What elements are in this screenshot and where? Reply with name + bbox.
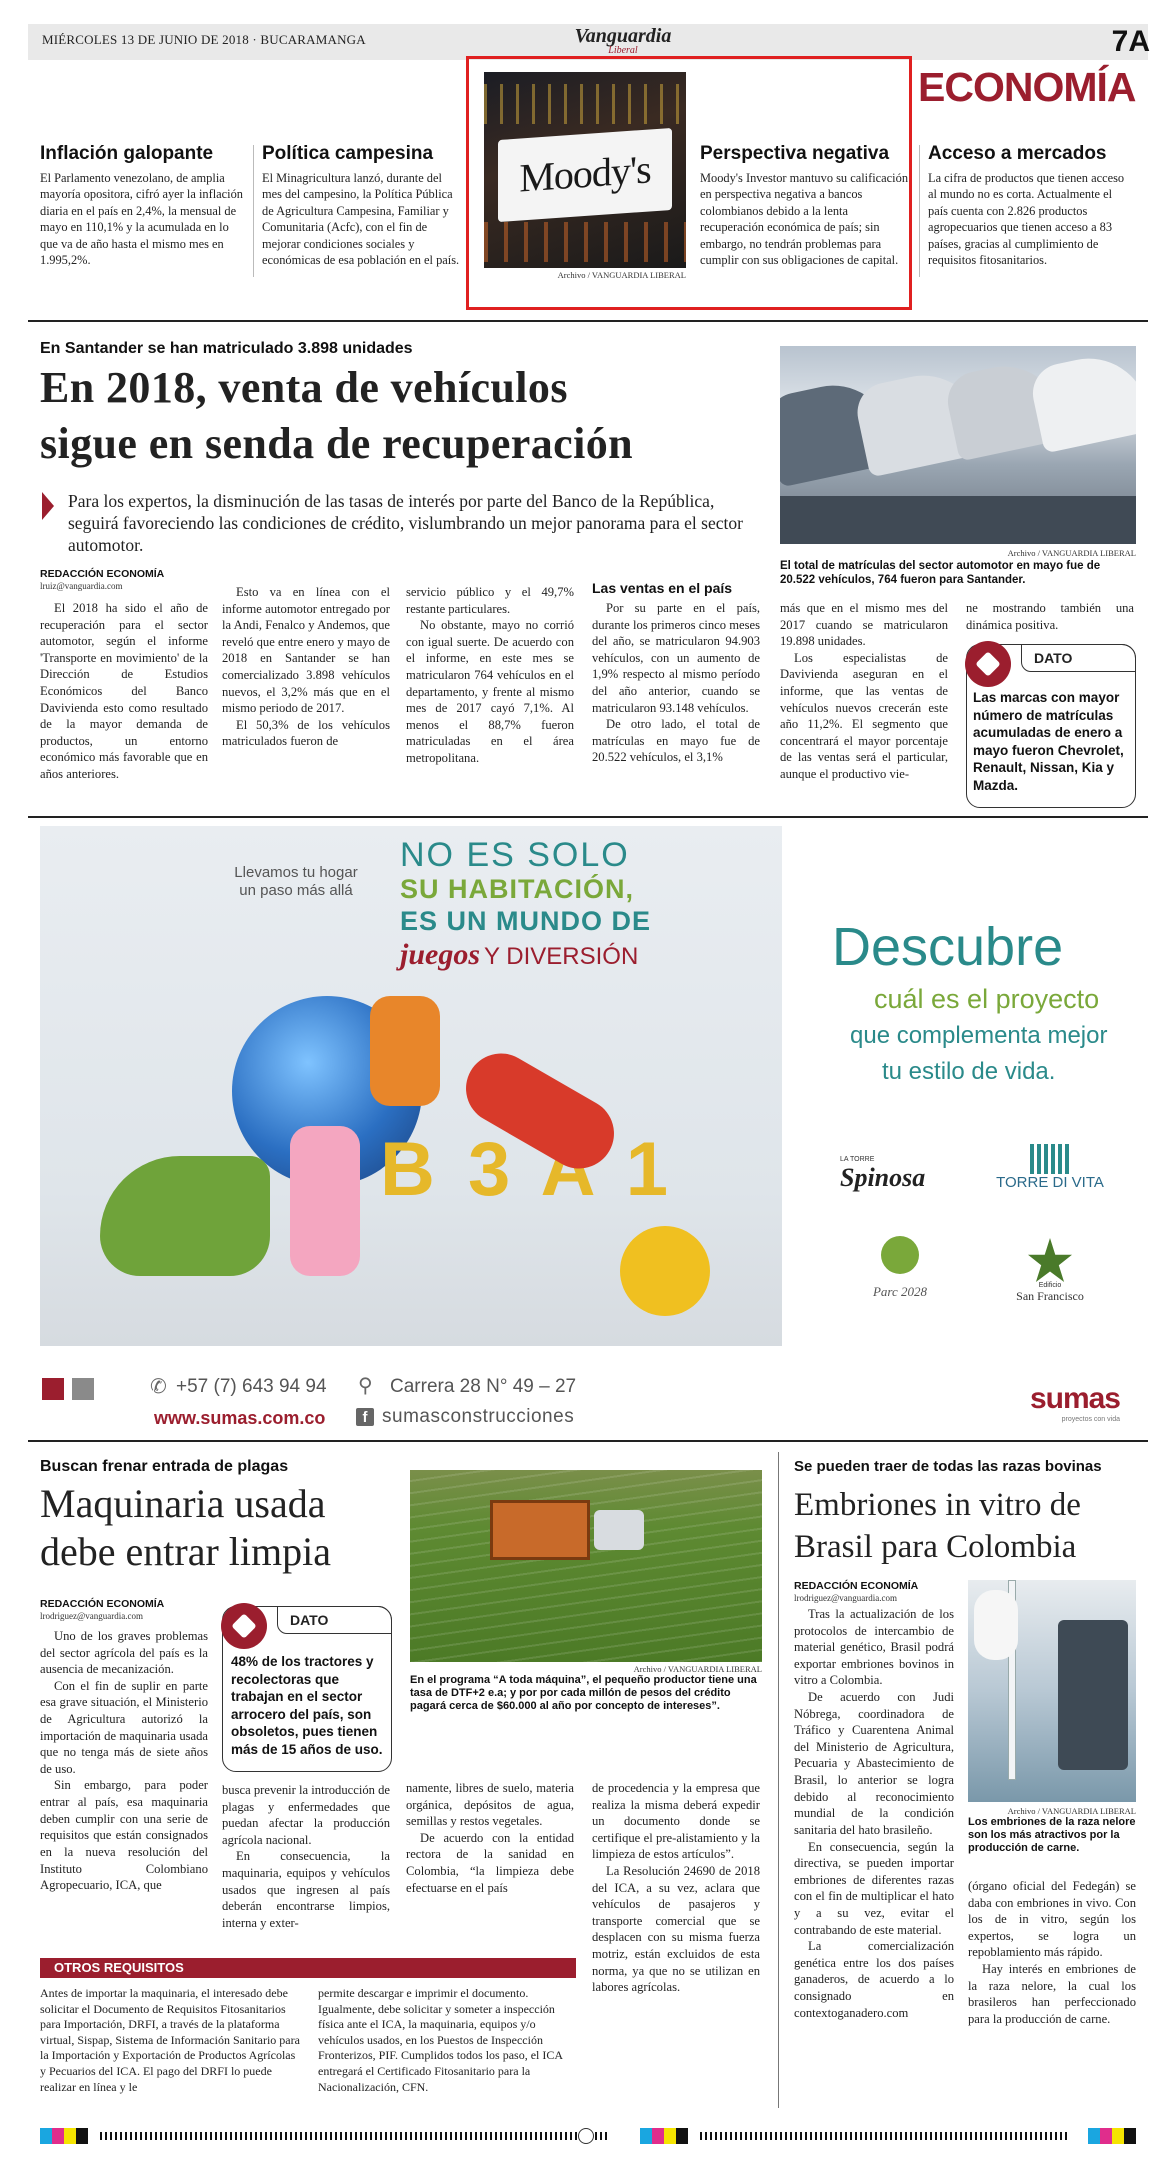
tractor-vehicle [594, 1510, 644, 1550]
brief-body-4: La cifra de productos que tienen acceso al mundo no es corta. Actualmente el país cuenta con 2.826 productos agropecuarios que tienen acceso a 83 países, gracias al cumplimiento de requisitos fitosanitarios. [928, 171, 1125, 267]
article1-col6: ne mostrando también una dinámica positiva. [966, 601, 1134, 632]
dato-badge-icon [965, 641, 1011, 687]
ad-descubre-4: tu estilo de vida. [882, 1058, 1056, 1085]
logo-spinosa: LA TORRE Spinosa [840, 1156, 926, 1192]
ad-square-red [42, 1378, 64, 1400]
article1-byline: REDACCIÓN ECONOMÍA [40, 568, 165, 580]
section-title: ECONOMÍA [918, 64, 1136, 110]
ad-square-gray [72, 1378, 94, 1400]
date-line: MIÉRCOLES 13 DE JUNIO DE 2018 · BUCARAMANGA [42, 32, 366, 47]
ad-image-panel [40, 826, 782, 1346]
tractor-photo [410, 1470, 762, 1662]
article3-kicker: Se pueden traer de todas las razas bovinas [794, 1458, 1102, 1475]
moodys-logo: Moody's [519, 146, 651, 201]
article3-col2: (órgano oficial del Fedegán) se daba con embriones in vivo. Con los de in vitro, según los expertos, se logra un repoblamiento más rápido. Hay interés en embriones de la raza nelore, la cual los brasileros han perfeccionado para la producción de carne. [968, 1879, 1136, 2026]
article1-email: lruiz@vanguardia.com [40, 581, 123, 591]
logo-parc: Parc 2028 [850, 1236, 950, 1300]
masthead-logo: Vanguardia Liberal [574, 25, 672, 56]
ad-phone: +57 (7) 643 94 94 [176, 1376, 327, 1397]
article2-byline: REDACCIÓN ECONOMÍA [40, 1598, 165, 1610]
logo-torre-di-vita: TORRE DI VITA [990, 1144, 1110, 1191]
article3-byline: REDACCIÓN ECONOMÍA [794, 1580, 919, 1592]
tractor-photo-credit: Archivo / VANGUARDIA LIBERAL [633, 1664, 762, 1674]
page-number: 7A [1111, 25, 1150, 58]
glove-hand [974, 1590, 1018, 1660]
tractor-trailer [490, 1500, 590, 1560]
brief-title-4: Acceso a mercados [928, 143, 1107, 164]
ad-address: Carrera 28 N° 49 – 27 [390, 1376, 577, 1397]
cars-photo-credit: Archivo / VANGUARDIA LIBERAL [1007, 548, 1136, 558]
article1-col3: servicio público y el 49,7% restante particulares. No obstante, mayo no corrió con igual suerte. De acuerdo con el informe, en este mes se matricularon 764 vehículos en el departamento, y frente al mismo mes de 2017 cayó 7,1%. Al menos el 88,7% fueron matriculadas en el área metropolitana. [406, 585, 574, 766]
otros-requisitos-col2: permite descargar e imprimir el documento. Igualmente, debe solicitar y someter a inspección física ante el ICA, la maquinaria, equipos y/o vehículos usados, en los Puestos de Inspección Fronterizos, PIF. Cumplidos todos los paso, el ICA entregará el Certificado Fitosanitario para la Nacionalización, CFN. [318, 1986, 563, 2094]
brief-title-1: Inflación galopante [40, 143, 214, 164]
brief-title-2: Política campesina [262, 143, 434, 164]
moodys-photo [484, 72, 686, 268]
ad-line4: juegos Y DIVERSIÓN [400, 938, 639, 971]
article1-headline: En 2018, venta de vehículos sigue en senda de recuperación [40, 363, 633, 468]
ad-line2: SU HABITACIÓN, [400, 874, 634, 904]
phone-icon: ✆ [150, 1374, 167, 1398]
article2-headline: Maquinaria usada debe entrar limpia [40, 1481, 331, 1574]
location-pin-icon: ⚲ [358, 1373, 373, 1397]
facebook-icon: f [356, 1408, 374, 1426]
embryo-photo-credit: Archivo / VANGUARDIA LIBERAL [1007, 1806, 1136, 1816]
sumas-advertisement [40, 826, 1136, 1430]
ad-line1: NO ES SOLO [400, 836, 630, 874]
ad-tagline: Llevamos tu hogar un paso más allá [234, 864, 358, 899]
brief-body-1: El Parlamento venezolano, de amplia mayoría opositora, cifró ayer la inflación diaria en el país en 2,4%, la mensual de mayo en 110,1% y la acumulada en lo que va de año hasta el mismo mes en 1.995,2%. [40, 171, 243, 267]
article2-kicker: Buscan frenar entrada de plagas [40, 1458, 289, 1475]
article1-col1: El 2018 ha sido el año de recuperación para el sector automotor, según el informe 'Transporte en movimiento' de la Dirección de Estudios Económicos del Banco Davivienda esto como resultado de la mayor demanda de productos, un entorno económico más favorable que en años anteriores. [40, 601, 208, 782]
sumas-brand: sumas proyectos con vida [1029, 1382, 1120, 1423]
dato-badge-icon [221, 1603, 267, 1649]
otros-requisitos-header: OTROS REQUISITOS [40, 1958, 576, 1978]
article1-col4: Por su parte en el país, durante los primeros cinco meses del año, se matricularon 94.903 vehículos, con un aumento de 1,9% respecto al mismo período del año anterior, cuando se matricularon 93.148 vehículos. De otro lado, el total de matrículas en mayo fue de 20.522 vehículos, el 3,1% [592, 601, 760, 765]
article1-subhead: Las ventas en el país [592, 580, 733, 596]
ad-social: sumasconstrucciones [382, 1406, 575, 1427]
brief-title-3: Perspectiva negativa [700, 143, 890, 164]
ad-descubre-2: cuál es el proyecto [874, 984, 1100, 1014]
article3-col1: Tras la actualización de los protocolos de intercambio de material genético, Brasil podrá exportar embriones bovinos in vitro a Colombia. De acuerdo con Judi Nóbrega, coordinadora de Tráfico y Cuarentena Animal del Ministerio de Agricultura, Pecuaria y Abastecimiento de Brasil, lo anterior se logra debido al reconocimiento mundial de la condición sanitaria del hato brasileño. En consecuencia, según la directiva, se pueden importar embriones de diferentes razas con el fin de multiplicar el hato y a su vez, evitar el contrabando de este material. La comercialización genética entre los dos países ganaderos, de acuerdo a lo consignado en contextoganadero.com [794, 1607, 954, 2020]
embryo-caption: Los embriones de la raza nelore son los más atractivos por la producción de carne. [968, 1816, 1136, 1855]
article3-email: lrodriguez@vanguardia.com [794, 1593, 897, 1603]
registration-mark-icon [578, 2128, 594, 2144]
article2-col3: namente, libres de suelo, materia orgánica, depósitos de agua, semillas y restos vegetales. De acuerdo con la entidad rectora de la sanidad en Colombia, “la limpieza debe efectuarse en el país [406, 1781, 574, 1895]
article2-col4: de procedencia y la empresa que realiza la misma deberá expedir un documento donde se certifique el pre-alistamiento y la limpieza de estos artículos”. La Resolución 24690 de 2018 del ICA, a su vez, aclara que vehículos de pasajeros y transporte comercial que se desplacen con su misma fuerza motriz, están excluidos de esta norma, ya que no se utilizan en labores agrícolas. [592, 1781, 760, 1995]
article1-col2: Esto va en línea con el informe automotor entregado por la Andi, Fenalco y Andemos, que reveló que entre enero y mayo de 2018 en Santander se han comercializado 3.898 vehículos nuevos, el 3,2% más que en el mismo periodo de 2017. El 50,3% de los vehículos matriculados fueron de [222, 585, 390, 749]
brief-body-2: El Minagricultura lanzó, durante del mes del campesino, la Política Pública de Agricultura Campesina, Familiar y Comunitaria (Acfc), con el fin de mejorar condiciones sociales y económicas de esa población en el país. [262, 171, 460, 267]
logo-san-francisco: Edificio San Francisco [990, 1238, 1110, 1304]
article2-email: lrodriguez@vanguardia.com [40, 1611, 143, 1621]
article1-col5: más que en el mismo mes del 2017 cuando se matricularon 19.898 unidades. Los especialistas de Davivienda aseguran en el informe, que las ventas de vehículos nuevos crecerán este año 11,2%. El segmento que concentrará el mayor porcentaje de las ventas será el particular, aunque el productivo vie- [780, 601, 948, 782]
deck-marker [42, 492, 54, 520]
beanbag-yellow [620, 1226, 710, 1316]
article2-col2: busca prevenir la introducción de plagas y enfermedades que puedan afectar la producción agrícola nacional. En consecuencia, la maquinaria, equipos y vehículos usados que ingresen al país deberán encontrarse limpios, interna y exter- [222, 1783, 390, 1930]
ad-toys-letters: B 3 A 1 [380, 1127, 675, 1212]
dinosaur-toy [100, 1156, 270, 1276]
microscope [1058, 1620, 1128, 1770]
article1-kicker: En Santander se han matriculado 3.898 unidades [40, 340, 413, 357]
article2-dato-box: DATO 48% de los tractores y recolectoras que trabajan en el sector arrocero del país, son obsoletos, pues tienen más de 15 años de uso. [222, 1606, 392, 1772]
moodys-photo-credit: Archivo / VANGUARDIA LIBERAL [557, 270, 686, 280]
otros-requisitos-box [40, 1958, 576, 2116]
article1-deck: Para los expertos, la disminución de las tasas de interés por parte del Banco de la República, seguirá favoreciendo las condiciones de crédito, vislumbrando un mejor panorama para el sector automotor. [68, 491, 743, 555]
ad-web: www.sumas.com.co [154, 1408, 326, 1428]
tractor-caption: En el programa “A toda máquina”, el pequeño productor tiene una tasa de DTF+2 e.a; y por por cada millón de pesos del crédito pagará cerca de $60.000 al año por concepto de intereses”. [410, 1674, 757, 1713]
article3-headline: Embriones in vitro de Brasil para Colombia [794, 1487, 1081, 1565]
cars-caption: El total de matrículas del sector automotor en mayo fue de 20.522 vehículos, 764 fueron para Santander. [780, 560, 1101, 586]
ad-line3: ES UN MUNDO DE [400, 906, 652, 936]
article2-col1: Uno de los graves problemas del sector agrícola del país es la ausencia de mecanización. Con el fin de suplir en parte esa grave situación, el Ministerio de Agricultura autorizó la importación de maquinaria usada que no tenga más de siete años de uso. Sin embargo, para poder entrar al país, esa maquinaria deben cumplir con una serie de requisitos que están consignados en la nueva resolución del Instituto Colombiano Agropecuario, ICA, que [40, 1629, 208, 1893]
otros-requisitos-col1: Antes de importar la maquinaria, el interesado debe solicitar el Documento de Requisitos Fitosanitarios para Importación, DRFI, a través de la plataforma virtual, Sispap, Sistema de Información Sanitario para la Importación y Exportación de Productos Agrícolas y Pecuarios del ICA. El pago del DRFI lo puede realizar en línea y le [40, 1986, 300, 2094]
boy-figure [370, 996, 440, 1106]
embryo-photo [968, 1580, 1136, 1802]
print-color-bar [40, 2128, 1136, 2144]
girl-figure [290, 1126, 360, 1276]
ad-descubre: Descubre [832, 917, 1064, 977]
cars-photo [780, 346, 1136, 544]
ad-descubre-3: que complementa mejor [850, 1022, 1108, 1049]
brief-body-3: Moody's Investor mantuvo su calificación en perspectiva negativa a bancos colombianos debido a la lenta recuperación económica de país; sin embargo, no tendrán problemas para cumplir con sus obligaciones de capital. [700, 171, 909, 267]
article1-dato-box: DATO Las marcas con mayor número de matrículas acumuladas de enero a mayo fueron Chevrolet, Renault, Nissan, Kia y Mazda. [966, 644, 1136, 808]
